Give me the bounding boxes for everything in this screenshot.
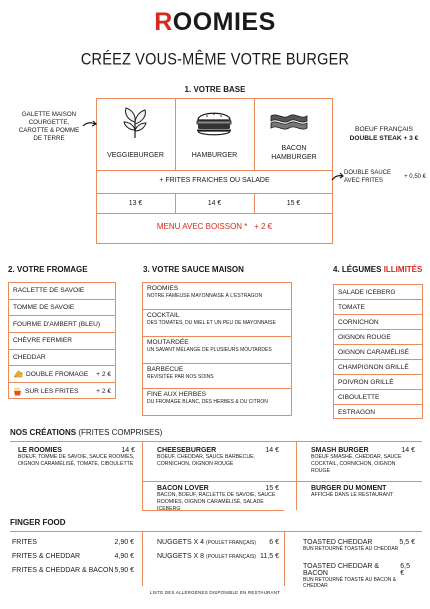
cheese-item: [9, 300, 115, 317]
finger-divider: [10, 531, 422, 532]
base-title: 1. VOTRE BASE: [184, 85, 246, 94]
creation-name: BACON LOVER: [157, 485, 209, 492]
burger-price: 13 €: [128, 200, 143, 207]
sauce-item: [143, 337, 291, 364]
creations-title-main: NOS CRÉATIONS: [10, 428, 77, 437]
cheese-item: [9, 283, 115, 300]
double-sauce-label-2: AVEC FRITES: [344, 178, 383, 184]
finger-item: [303, 563, 415, 589]
veg-item: [334, 285, 422, 300]
finger-price: 4,90 €: [114, 553, 134, 560]
double-steak-label: DOUBLE STEAK: [349, 135, 402, 142]
cheese-list: [8, 282, 116, 399]
cheese-fries-price: + 2 €: [96, 387, 111, 395]
creations-title-suffix: (FRITES COMPRISES): [78, 428, 163, 437]
sauce-item: [143, 364, 291, 389]
cheese-item-label: TOMME DE SAVOIE: [13, 304, 75, 312]
creation-name: LE ROOMIES: [18, 447, 62, 454]
creations-divider: [142, 481, 422, 482]
creations-title: [10, 428, 162, 437]
veg-item-label: CORNICHON: [338, 318, 379, 326]
creation-desc: AFFICHÉ DANS LE RESTAURANT: [311, 492, 394, 498]
sauce-desc: REVISITÉE PAR NOS SOINS: [147, 374, 214, 380]
burger-icon: [195, 108, 233, 138]
sauce-desc: DES TOMATES, DU MIEL ET UN PEU DE MAYONNAISE: [147, 320, 276, 326]
finger-name: TOASTED CHEDDAR: [303, 539, 373, 546]
cheese-item-label: CHÈVRE FERMIER: [13, 337, 72, 345]
creation-item: [311, 485, 415, 499]
fries-option: + FRITES FRAICHES OU SALADE: [159, 177, 270, 184]
veg-title-prefix: 4. LÉGUMES: [333, 265, 382, 274]
finger-price: 5,5 €: [399, 539, 415, 546]
logo: [0, 8, 430, 37]
burger-name: VEGGIEBURGER: [107, 152, 164, 159]
cheese-item-label: FOURME D'AMBERT (BLEU): [13, 320, 101, 328]
creations-vdivider: [296, 441, 297, 510]
creation-name: BURGER DU MOMENT: [311, 485, 387, 492]
finger-price: 6 €: [269, 539, 279, 546]
finger-item: [12, 567, 134, 574]
veggie-patty-note: GALETTE MAISON COURGETTE, CAROTTE & POMME DE TERRE: [18, 111, 80, 142]
allergen-note: LISTE DES ALLERGÈNES DISPONIBLE EN RESTAURANT: [149, 590, 281, 595]
cheese-title: 2. VOTRE FROMAGE: [8, 265, 88, 274]
cheese-icon: [13, 370, 23, 378]
finger-price: 5,90 €: [114, 567, 134, 574]
finger-item: [12, 553, 134, 560]
veg-item-label: CHAMPIGNON GRILLÉ: [338, 363, 409, 371]
leaf-icon: [118, 106, 152, 140]
finger-price: 2,90 €: [114, 539, 134, 546]
finger-item: [157, 539, 279, 546]
creations-divider: [10, 441, 422, 442]
veg-item: [334, 405, 422, 420]
finger-item: [157, 553, 279, 560]
sauce-desc: DU FROMAGE BLANC, DES HERBES & DU CITRON: [147, 399, 268, 405]
veg-item: [334, 375, 422, 390]
creation-price: 14 €: [121, 447, 135, 454]
finger-vdivider: [142, 531, 143, 586]
finger-name: NUGGETS X 8: [157, 553, 205, 560]
creation-item: [157, 485, 279, 513]
veg-list: [333, 284, 423, 419]
cheese-fries-label: SUR LES FRITES: [25, 387, 79, 395]
creation-price: 14 €: [265, 447, 279, 454]
veg-item: [334, 300, 422, 315]
burger-price: 14 €: [207, 200, 222, 207]
sauce-name: BARBECUE: [147, 366, 184, 373]
base-divider: [96, 170, 333, 171]
cheese-item: [9, 333, 115, 350]
menu-option: [96, 222, 333, 231]
cheese-item-label: RACLETTE DE SAVOIE: [13, 287, 85, 295]
sauce-item: [143, 310, 291, 337]
creation-price: 14 €: [401, 447, 415, 454]
menu-price: + 2 €: [254, 222, 273, 231]
cheese-fries-row: [9, 383, 115, 400]
burger-name: BACON HAMBURGER: [271, 145, 317, 161]
menu-label: MENU AVEC BOISSON *: [156, 222, 248, 231]
double-cheese-row: [9, 366, 115, 383]
finger-name: FRITES: [12, 539, 37, 546]
veg-item: [334, 330, 422, 345]
veg-item-label: ESTRAGON: [338, 409, 376, 416]
veg-item-label: OIGNON ROUGE: [338, 333, 391, 341]
sauce-name: ROOMIES: [147, 285, 179, 292]
veg-item-label: POIVRON GRILLÉ: [338, 378, 394, 386]
base-vdivider: [254, 98, 255, 170]
sauce-desc: UN SAVANT MÉLANGE DE PLUSIEURS MOUTARDES: [147, 347, 272, 353]
veg-item: [334, 315, 422, 330]
sauce-desc: NOTRE FAMEUSE MAYONNAISE À L'ESTRAGON: [147, 293, 263, 299]
veg-item-label: SALADE ICEBERG: [338, 288, 396, 296]
veg-item-label: OIGNON CARAMÉLISÉ: [338, 348, 410, 356]
finger-desc: BUN RETOURNÉ TOASTÉ AU CHEDDAR: [303, 546, 399, 552]
creation-item: [311, 447, 415, 475]
burger-name: HAMBURGER: [191, 152, 238, 159]
finger-name: NUGGETS X 4: [157, 539, 205, 546]
sauce-list: [142, 282, 292, 416]
veg-item-label: TOMATE: [338, 303, 365, 311]
double-cheese-label: DOUBLE FROMAGE: [26, 370, 89, 378]
veg-item: [334, 360, 422, 375]
logo-first-letter: R: [154, 8, 173, 36]
sauce-item: [143, 283, 291, 310]
bacon-icon: [269, 110, 309, 134]
cheese-item: [9, 350, 115, 367]
creation-desc: BOEUF, CHEDDAR, SAUCE BARBECUE, CORNICHON, OIGNON ROUGE: [157, 454, 256, 467]
creation-item: [18, 447, 135, 468]
fries-icon: [13, 387, 22, 396]
finger-name: TOASTED CHEDDAR & BACON: [303, 563, 380, 577]
finger-price: 11,5 €: [260, 553, 279, 560]
sauce-name: MOUTARDÉE: [147, 339, 189, 346]
veg-item: [334, 345, 422, 360]
arrow-icon: [331, 172, 345, 182]
creations-vdivider: [142, 441, 143, 510]
sauce-item: [143, 389, 291, 415]
creation-desc: BOEUF SMASHÉ, CHEDDAR, SAUCE COCKTAIL, CORNICHON, OIGNON ROUGE: [311, 454, 402, 474]
base-divider: [96, 213, 333, 214]
finger-note: (POULET FRANÇAIS): [206, 540, 256, 546]
veg-title-highlight: ILLIMITÉS: [383, 265, 423, 274]
finger-item: [303, 539, 415, 552]
arrow-icon: [82, 119, 98, 129]
beef-note: [342, 125, 426, 143]
creation-desc: BOEUF, TOMME DE SAVOIE, SAUCE ROOMIES, OIGNON CARAMÉLISÉ, TOMATE, CIBOULETTE: [18, 454, 135, 467]
sauce-name: COCKTAIL: [147, 312, 180, 319]
finger-name: FRITES & CHEDDAR: [12, 553, 81, 560]
cheese-item: [9, 316, 115, 333]
finger-desc: BUN RETOURNÉ TOASTÉ AU BACON & CHEDDAR: [303, 577, 397, 589]
creation-name: CHEESEBURGER: [157, 447, 217, 454]
veg-title: [333, 265, 422, 274]
base-divider: [96, 193, 333, 194]
finger-food-title: FINGER FOOD: [10, 518, 66, 527]
double-sauce-price: + 0,50 €: [404, 174, 426, 180]
logo-rest: OOMIES: [172, 8, 276, 36]
veg-item-label: CIBOULETTE: [338, 393, 380, 401]
finger-item: [12, 539, 134, 546]
burger-price: 15 €: [286, 200, 301, 207]
creation-price: 15 €: [265, 485, 279, 492]
finger-price: 6,5 €: [400, 563, 411, 577]
finger-note: (POULET FRANÇAIS): [206, 554, 256, 560]
finger-name: FRITES & CHEDDAR & BACON: [12, 567, 114, 574]
creation-desc: BACON, BOEUF, RACLETTE DE SAVOIE, SAUCE ROOMIES, OIGNON CARAMÉLISÉ, SALADE ICEBERG: [157, 492, 276, 512]
beef-origin: BOEUF FRANÇAIS: [355, 126, 413, 133]
sauce-title: 3. VOTRE SAUCE MAISON: [143, 265, 244, 274]
double-cheese-price: + 2 €: [96, 370, 111, 378]
veg-item: [334, 390, 422, 405]
double-sauce-note: [344, 169, 426, 185]
cheese-item-label: CHEDDAR: [13, 354, 46, 362]
page-subtitle: CRÉEZ VOUS-MÊME VOTRE BURGER: [80, 50, 350, 70]
creation-name: SMASH BURGER: [311, 447, 369, 454]
sauce-name: FINE AUX HERBES: [147, 391, 206, 398]
finger-vdivider: [284, 531, 285, 586]
double-sauce-label: DOUBLE SAUCE: [344, 170, 392, 176]
double-steak-price: + 3 €: [403, 135, 419, 142]
creation-item: [157, 447, 279, 468]
